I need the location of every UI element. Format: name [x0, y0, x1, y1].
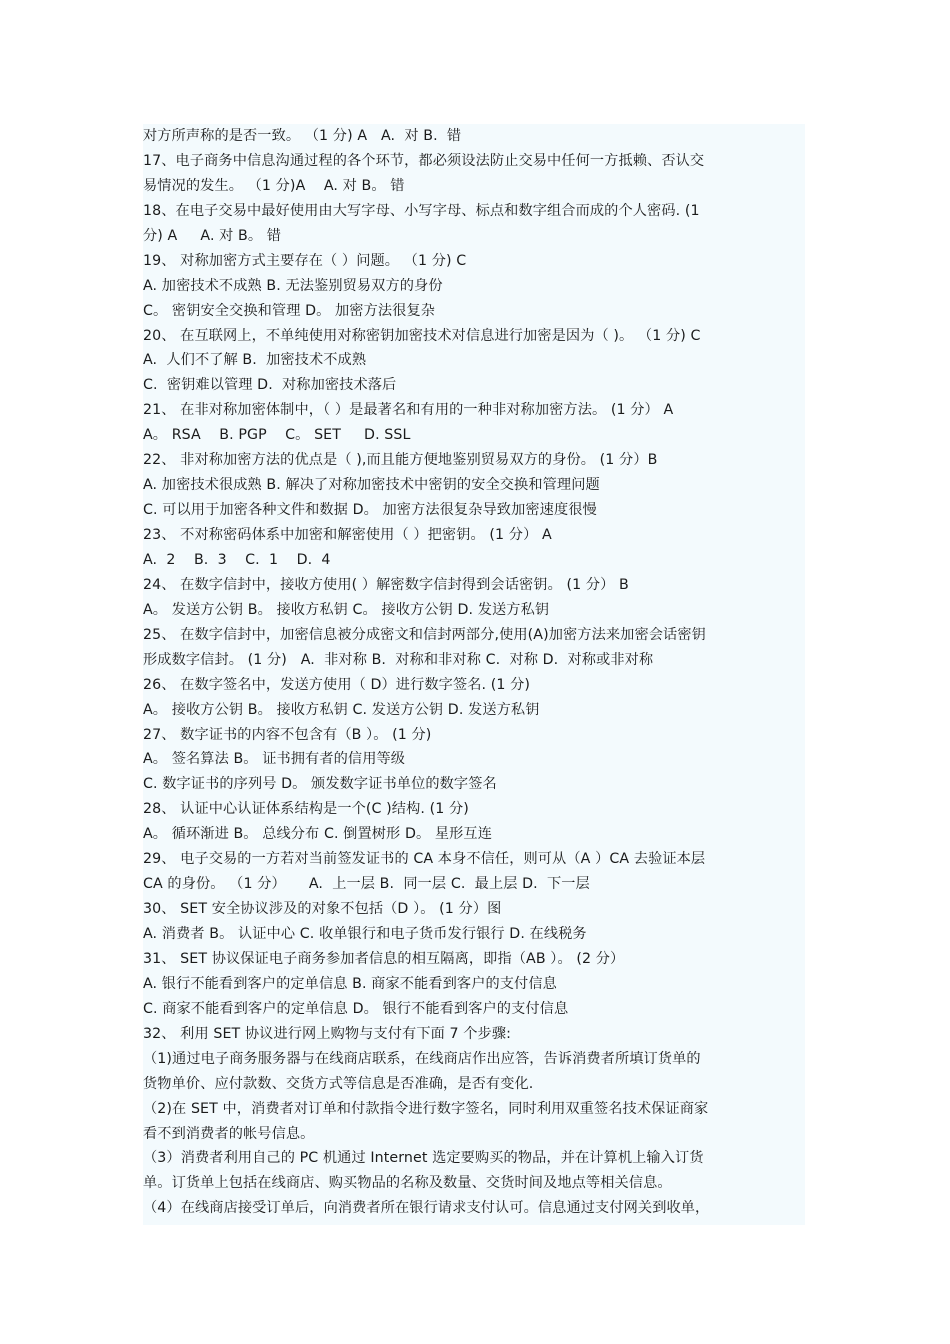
text-line: 分) A A. 对 B。 错: [143, 227, 282, 244]
text-line: 单。订货单上包括在线商店、购买物品的名称及数量、交货时间及地点等相关信息。: [143, 1175, 672, 1192]
text-line: 对方所声称的是否一致。 （1 分) A A. 对 B. 错: [143, 128, 462, 144]
text-line: C. 商家不能看到客户的定单信息 D。 银行不能看到客户的支付信息: [143, 1000, 569, 1017]
text-line: 17、电子商务中信息沟通过程的各个环节，都必须设法防止交易中任何一方抵赖、否认交: [143, 152, 705, 169]
text-line: 19、 对称加密方式主要存在（ ）问题。 （1 分) C: [143, 252, 467, 269]
document-page: [143, 124, 805, 1225]
text-line: CA 的身份。 （1 分） A. 上一层 B. 同一层 C. 最上层 D. 下一层: [143, 876, 590, 893]
text-line: C. 密钥难以管理 D. 对称加密技术落后: [143, 377, 397, 394]
text-line: 看不到消费者的帐号信息。: [143, 1125, 315, 1142]
text-line: （2)在 SET 中，消费者对订单和付款指令进行数字签名，同时利用双重签名技术保证商家: [143, 1100, 709, 1117]
text-line: 29、 电子交易的一方若对当前签发证书的 CA 本身不信任，则可从（A ）CA 去验证本层: [143, 851, 706, 868]
text-line: A。 RSA B. PGP C。 SET D. SSL: [143, 427, 411, 444]
text-line: 易情况的发生。 （1 分)A A. 对 B。 错: [143, 177, 405, 194]
text-line: 18、在电子交易中最好使用由大写字母、小写字母、标点和数字组合而成的个人密码. (1: [143, 202, 700, 219]
text-line: C。 密钥安全交换和管理 D。 加密方法很复杂: [143, 302, 436, 319]
text-line: （4）在线商店接受订单后，向消费者所在银行请求支付认可。信息通过支付网关到收单，: [143, 1200, 710, 1217]
text-line: A. 消费者 B。 认证中心 C. 收单银行和电子货币发行银行 D. 在线税务: [143, 926, 587, 942]
text-line: 20、 在互联网上，不单纯使用对称密钥加密技术对信息进行加密是因为（ )。 （1 分) C: [143, 327, 701, 344]
text-line: A。 接收方公钥 B。 接收方私钥 C. 发送方公钥 D. 发送方私钥: [143, 701, 540, 718]
text-line: 23、 不对称密码体系中加密和解密使用（ ）把密钥。 (1 分） A: [143, 527, 552, 543]
text-line: 24、 在数字信封中，接收方使用( ）解密数字信封得到会话密钥。 (1 分） B: [143, 576, 629, 593]
text-line: 27、 数字证书的内容不包含有（B ）。 (1 分): [143, 726, 432, 743]
text-line: 形成数字信封。 (1 分) A. 非对称 B. 对称和非对称 C. 对称 D. 对称或非对称: [143, 651, 654, 668]
text-line: （1)通过电子商务服务器与在线商店联系，在线商店作出应答，告诉消费者所填订货单的: [143, 1050, 701, 1067]
text-line: C. 数字证书的序列号 D。 颁发数字证书单位的数字签名: [143, 776, 497, 793]
text-line: A。 循环渐进 B。 总线分布 C. 倒置树形 D。 星形互连: [143, 826, 493, 843]
text-line: A. 银行不能看到客户的定单信息 B. 商家不能看到客户的支付信息: [143, 975, 557, 992]
text-line: 26、 在数字签名中，发送方使用（ D）进行数字签名. (1 分): [143, 676, 531, 693]
text-line: 25、 在数字信封中，加密信息被分成密文和信封两部分,使用(A)加密方法来加密会话密钥: [143, 626, 706, 643]
text-line: A. 加密技术很成熟 B. 解决了对称加密技术中密钥的安全交换和管理问题: [143, 477, 600, 494]
text-line: A。 发送方公钥 B。 接收方私钥 C。 接收方公钥 D. 发送方私钥: [143, 601, 550, 618]
text-line: 32、 利用 SET 协议进行网上购物与支付有下面 7 个步骤:: [143, 1025, 511, 1042]
text-line: 22、 非对称加密方法的优点是（ ),而且能方便地鉴别贸易双方的身份。 (1 分）B: [143, 452, 658, 469]
text-line: 30、 SET 安全协议涉及的对象不包括（D ）。 (1 分）图: [143, 901, 502, 918]
text-line: A。 签名算法 B。 证书拥有者的信用等级: [143, 751, 406, 768]
text-line: A. 加密技术不成熟 B. 无法鉴别贸易双方的身份: [143, 277, 443, 294]
text-line: A. 2 B. 3 C. 1 D. 4: [143, 551, 331, 568]
text-line: 货物单价、应付款数、交货方式等信息是否准确，是否有变化.: [143, 1075, 534, 1092]
text-line: A. 人们不了解 B. 加密技术不成熟: [143, 352, 367, 369]
text-line: （3）消费者利用自己的 PC 机通过 Internet 选定要购买的物品，并在计算机上输入订货: [143, 1150, 704, 1167]
text-line: 28、 认证中心认证体系结构是一个(C )结构. (1 分): [143, 801, 469, 818]
text-line: 31、 SET 协议保证电子商务参加者信息的相互隔离，即指（AB ）。 (2 分）: [143, 950, 625, 967]
text-line: 21、 在非对称加密体制中，（ ）是最著名和有用的一种非对称加密方法。 (1 分） A: [143, 402, 674, 419]
text-line: C. 可以用于加密各种文件和数据 D。 加密方法很复杂导致加密速度很慢: [143, 502, 597, 519]
